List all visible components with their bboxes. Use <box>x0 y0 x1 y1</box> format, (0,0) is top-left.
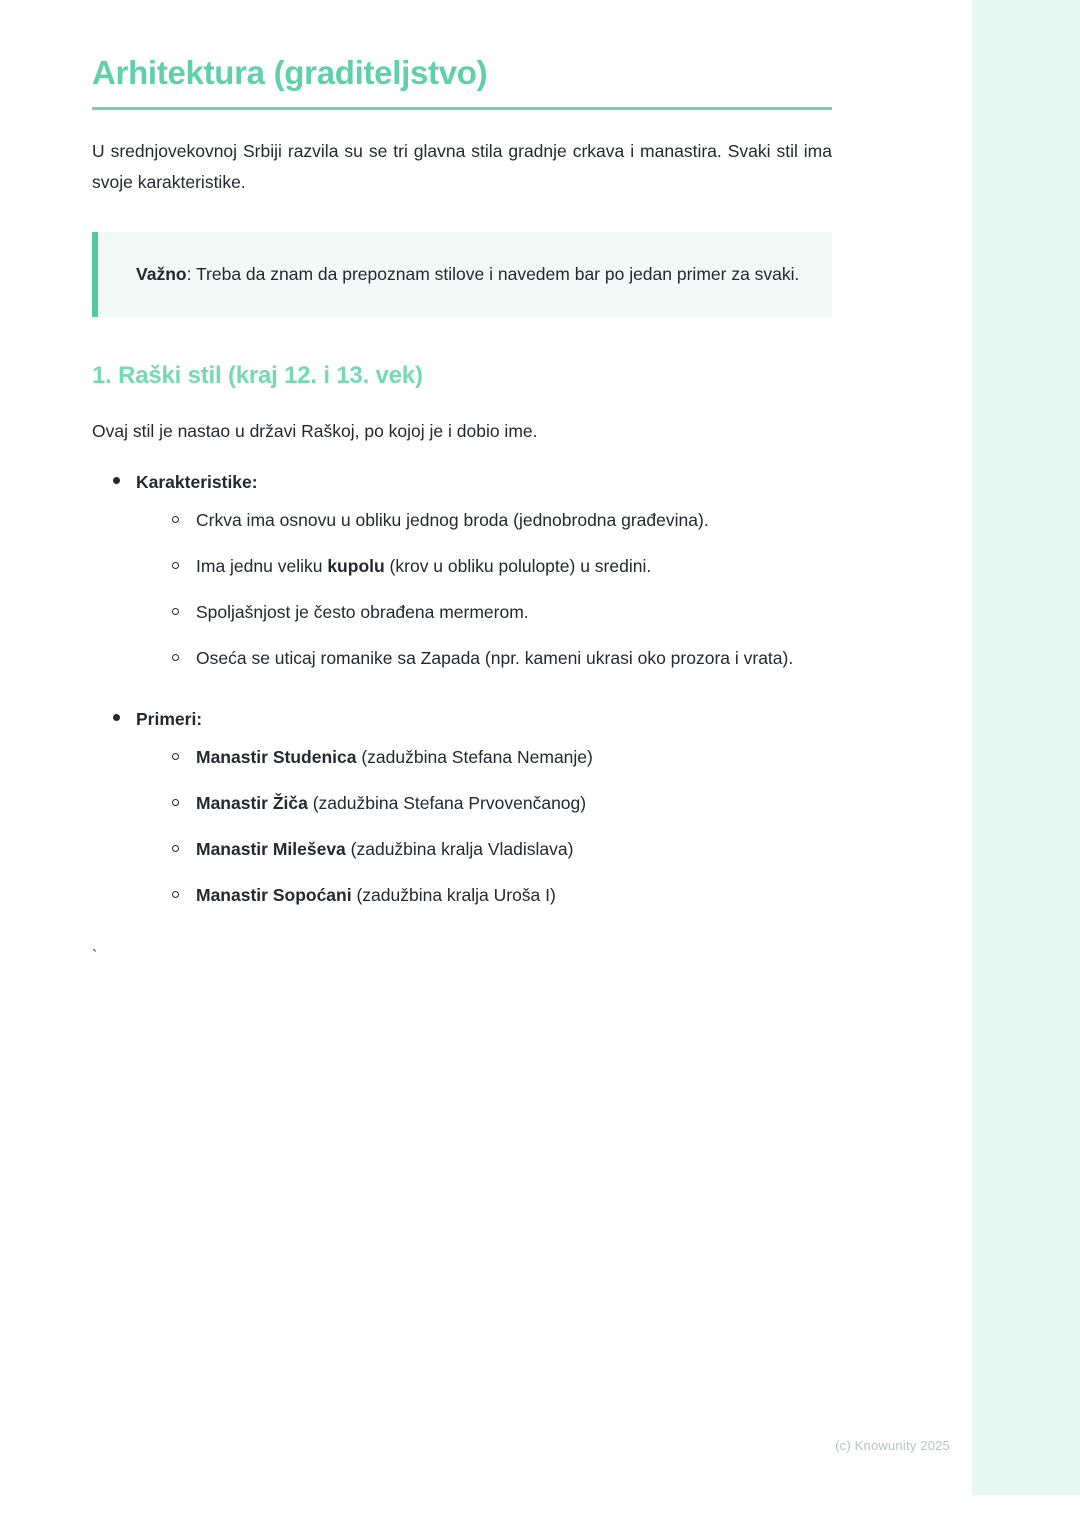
stray-backtick: ` <box>92 948 98 966</box>
list-item <box>164 743 832 772</box>
intro-paragraph: U srednjovekovnoj Srbiji razvila su se tri glavna stila gradnje crkava i manastira. Svaki stil ima svoje karakteristike. <box>92 141 832 192</box>
list-item <box>164 552 832 581</box>
section-intro-paragraph: Ovaj stil je nastao u državi Raškoj, po kojoj je i dobio ime. <box>92 420 538 441</box>
important-callout <box>92 232 832 317</box>
item-bold: kupolu <box>327 556 385 577</box>
callout-text <box>136 259 802 290</box>
list-item <box>164 506 832 535</box>
item-text-post: (zadužbina kralja Uroša I) <box>351 884 556 905</box>
item-text: Oseća se uticaj romanike sa Zapada (npr. kameni ukrasi oko prozora i vrata). <box>196 648 794 669</box>
item-text-post: (zadužbina kralja Vladislava) <box>345 838 574 859</box>
item-text: Spoljašnjost je često obrađena mermerom. <box>196 602 529 623</box>
callout-label: Važno <box>136 263 187 284</box>
item-text-post: (zadužbina Stefana Prvovenčanog) <box>307 792 587 813</box>
title-divider <box>92 107 832 110</box>
item-text: Crkva ima osnovu u obliku jednog broda (jednobrodna građevina). <box>196 510 709 531</box>
section-list <box>92 468 832 909</box>
document-content <box>92 0 832 965</box>
item-text-post: (krov u obliku polulopte) u sredini. <box>384 556 652 577</box>
item-bold: Manastir Mileševa <box>196 838 346 859</box>
list-item <box>164 644 832 673</box>
item-text: Ima jednu veliku <box>196 556 328 577</box>
item-bold: Manastir Žiča <box>196 792 308 813</box>
list-item <box>104 468 832 673</box>
sub-list-primeri <box>136 743 832 910</box>
callout-rest: : Treba da znam da prepoznam stilove i navedem bar po jedan primer za svaki. <box>186 263 800 284</box>
list-item <box>164 881 832 910</box>
sub-list-karakteristike <box>136 506 832 673</box>
page-title: Arhitektura (graditeljstvo) <box>92 54 488 91</box>
group-label-karakteristike: Karakteristike: <box>136 472 258 493</box>
item-bold: Manastir Sopoćani <box>196 884 352 905</box>
section-heading-raski-stil: 1. Raški stil (kraj 12. i 13. vek) <box>92 361 423 389</box>
list-item <box>104 705 832 910</box>
item-text-post: (zadužbina Stefana Nemanje) <box>356 746 593 767</box>
list-item <box>164 598 832 627</box>
footer-credit: (c) Knowunity 2025 <box>835 1438 950 1453</box>
list-item <box>164 789 832 818</box>
right-side-panel <box>972 0 1080 1495</box>
group-label-primeri: Primeri: <box>136 708 203 729</box>
list-item <box>164 835 832 864</box>
item-bold: Manastir Studenica <box>196 746 357 767</box>
